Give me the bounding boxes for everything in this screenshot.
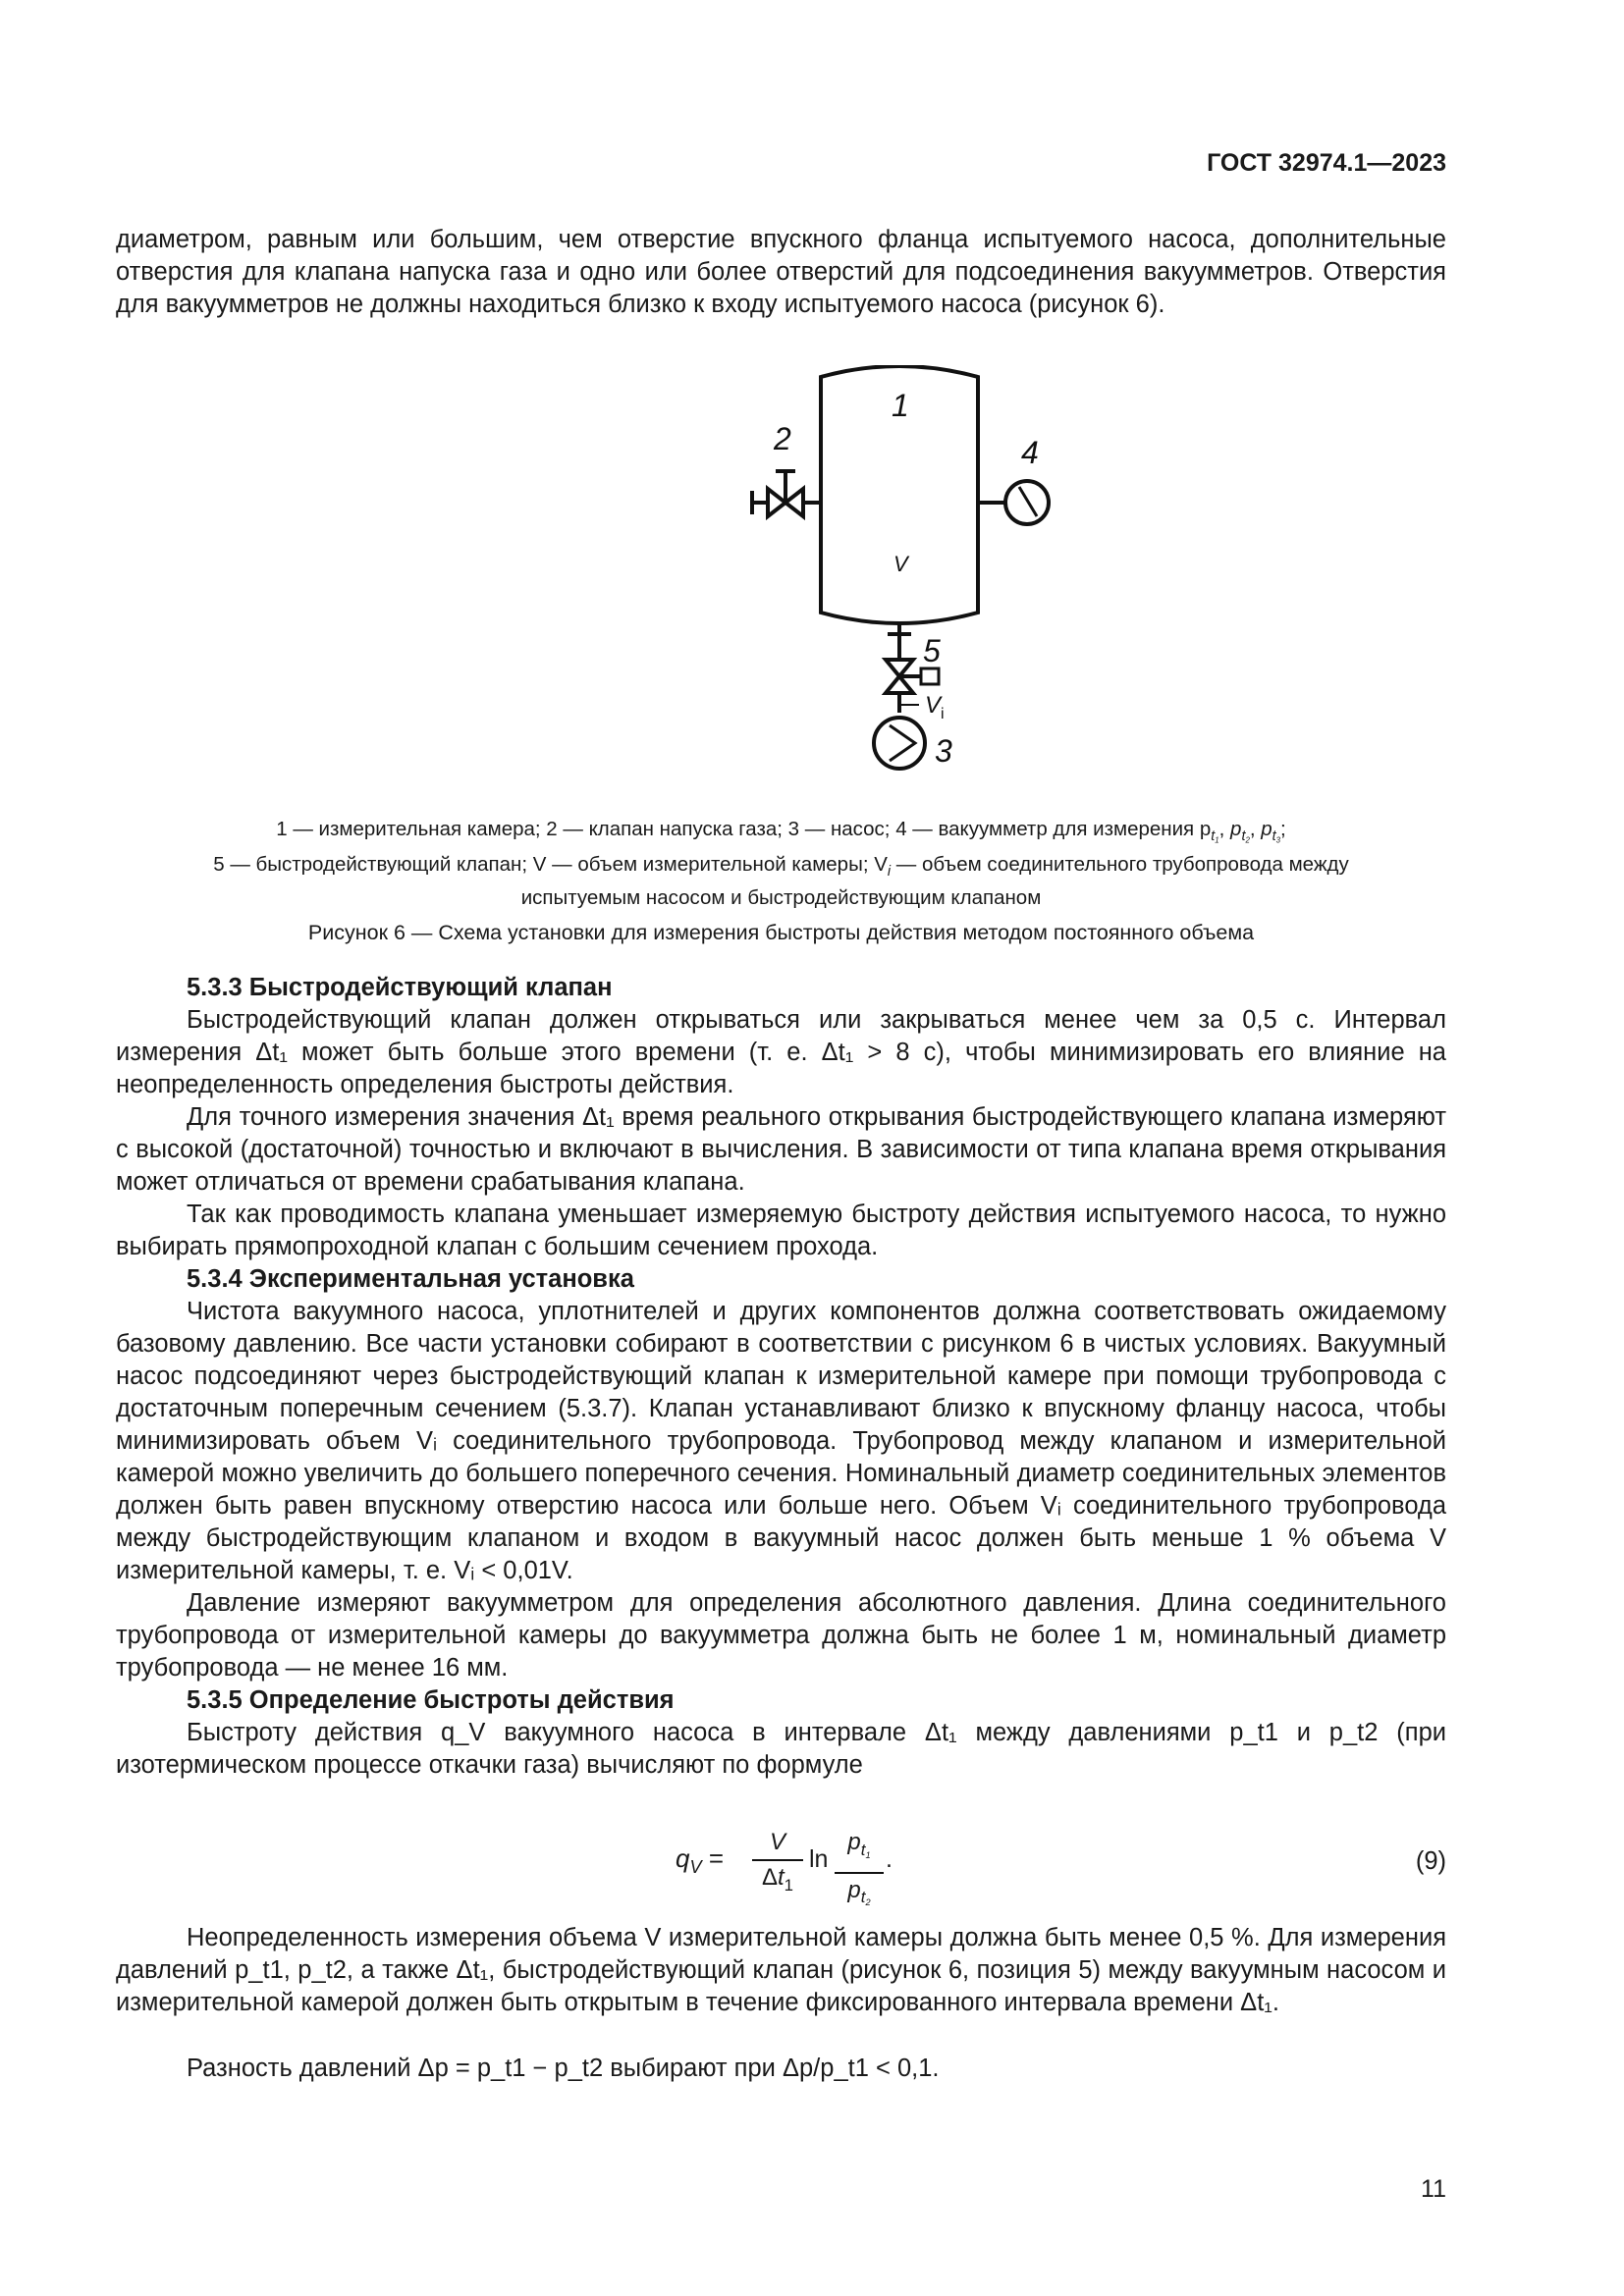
- section-5-3-3-heading: 5.3.3 Быстродействующий клапан: [187, 974, 613, 1001]
- label-4: 4: [1021, 435, 1039, 470]
- page-number: 11: [1421, 2175, 1446, 2203]
- s533-paragraph-1: Быстродействующий клапан должен открываться или закрываться менее чем за 0,5 с. Интервал измерения Δt₁ может быть больше этого времени (т. е. Δt₁ > 8 с), чтобы минимизировать его влияние на неопределенность определения быстроты действия.: [116, 1006, 1446, 1098]
- legend-line-3: испытуемым насосом и быстродействующим клапаном: [520, 885, 1042, 909]
- label-2: 2: [774, 421, 791, 456]
- setup-diagram: [732, 365, 1086, 797]
- figure-legend: [135, 817, 1427, 910]
- s533-paragraph-3: Так как проводимость клапана уменьшает измеряемую быстроту действия испытуемого насоса, то нужно выбирать прямопроходной клапан с большим сечением прохода.: [116, 1201, 1446, 1260]
- formula-fraction-1: $\frac{V}{\Delta t_1}$: [752, 1826, 803, 1902]
- label-3: 3: [935, 733, 952, 769]
- label-vi: V: [925, 692, 942, 719]
- section-5-3-4-heading: 5.3.4 Экспериментальная установка: [187, 1265, 634, 1293]
- formula-ln: ln: [809, 1845, 829, 1873]
- intro-paragraph: [116, 224, 1446, 321]
- document-page: [116, 0, 1446, 2296]
- formula-9: $q_V$ = $\frac{V}{\Delta t_1}$ ln $\frac{p_{t_1}}{p_{t_2}}$ .: [676, 1826, 1009, 1904]
- document-header: ГОСТ 32974.1—2023: [1207, 149, 1446, 177]
- s535-paragraph-2: Неопределенность измерения объема V измерительной камеры должна быть менее 0,5 %. Для измерения давлений p_t1, p_t2, а также Δt₁, быстродействующий клапан (рисунок 6, позиция 5) между вакуумным насосом и измерительной камерой должен быть открытым в течение фиксированного интервала времени Δt₁.: [116, 1924, 1446, 2016]
- label-vi-sub: i: [941, 706, 945, 722]
- label-v: V: [893, 552, 908, 576]
- figure-caption: Рисунок 6 — Схема установки для измерения быстроты действия методом постоянного объема: [307, 921, 1255, 944]
- s535-paragraph-3: Разность давлений Δp = p_t1 − p_t2 выбирают при Δp/p_t1 < 0,1.: [187, 2055, 940, 2082]
- s535-paragraph-1: Быстроту действия q_V вакуумного насоса в интервале Δt₁ между давлениями p_t1 и p_t2 (при изотермическом процессе откачки газа) вычисляют по формуле: [116, 1719, 1446, 1779]
- label-5: 5: [923, 633, 941, 668]
- intro-text: диаметром, равным или большим, чем отверстие впускного фланца испытуемого насоса, дополнительные отверстия для клапана напуска газа и одно или более отверстий для подсоединения вакуумметров. Отверстия для вакуумметров не должны находиться близко к входу испытуемого насоса (рисунок 6).: [116, 226, 1446, 318]
- s534-paragraph-1: Чистота вакуумного насоса, уплотнителей и других компонентов должна соответствовать ожидаемому базовому давлению. Все части установки собирают в соответствии с рисунком 6 в чистых условиях. Вакуумный насос подсоединяют через быстродействующий клапан к измерительной камере при помощи трубопровода с достаточным поперечным сечением (5.3.7). Клапан устанавливают близко к впускному фланцу насоса, чтобы минимизировать объем Vᵢ соединительного трубопровода. Трубопровод между клапаном и измерительной камерой можно увеличить до большего поперечного сечения. Номинальный диаметр соединительных элементов должен быть равен впускному отверстию насоса или больше него. Объем Vᵢ соединительного трубопровода между быстродействующим клапаном и входом в вакуумный насос должен быть меньше 1 % объема V измерительной камеры, т. е. Vᵢ < 0,01V.: [116, 1298, 1446, 1584]
- formula-fraction-2: $\frac{p_{t_1}}{p_{t_2}}$: [835, 1826, 884, 1919]
- equation-number: (9): [1415, 1847, 1446, 1875]
- s533-paragraph-2: Для точного измерения значения Δt₁ время реального открывания быстродействующего клапана измеряют с высокой (достаточной) точностью и включают в вычисления. В зависимости от типа клапана время открывания может отличаться от времени срабатывания клапана.: [116, 1103, 1446, 1196]
- s534-paragraph-2: Давление измеряют вакуумметром для определения абсолютного давления. Длина соединительного трубопровода от измерительной камеры до вакуумметра должна быть не более 1 м, номинальный диаметр трубопровода — не менее 16 мм.: [116, 1589, 1446, 1682]
- section-5-3-5-heading: 5.3.5 Определение быстроты действия: [187, 1686, 675, 1714]
- formula-lhs: $q_V$ =: [676, 1843, 725, 1878]
- legend-line-2: 5 — быстродействующий клапан; V — объем измерительной камеры; $V_i$ — объем соединительного трубопровода между: [213, 853, 1349, 881]
- legend-line-1: 1 — измерительная камера; 2 — клапан напуска газа; 3 — насос; 4 — вакуумметр для измерения $p_{t_1}$, $p_{t_2}$, $p_{t_3}$;: [276, 818, 1286, 845]
- label-1: 1: [892, 388, 909, 423]
